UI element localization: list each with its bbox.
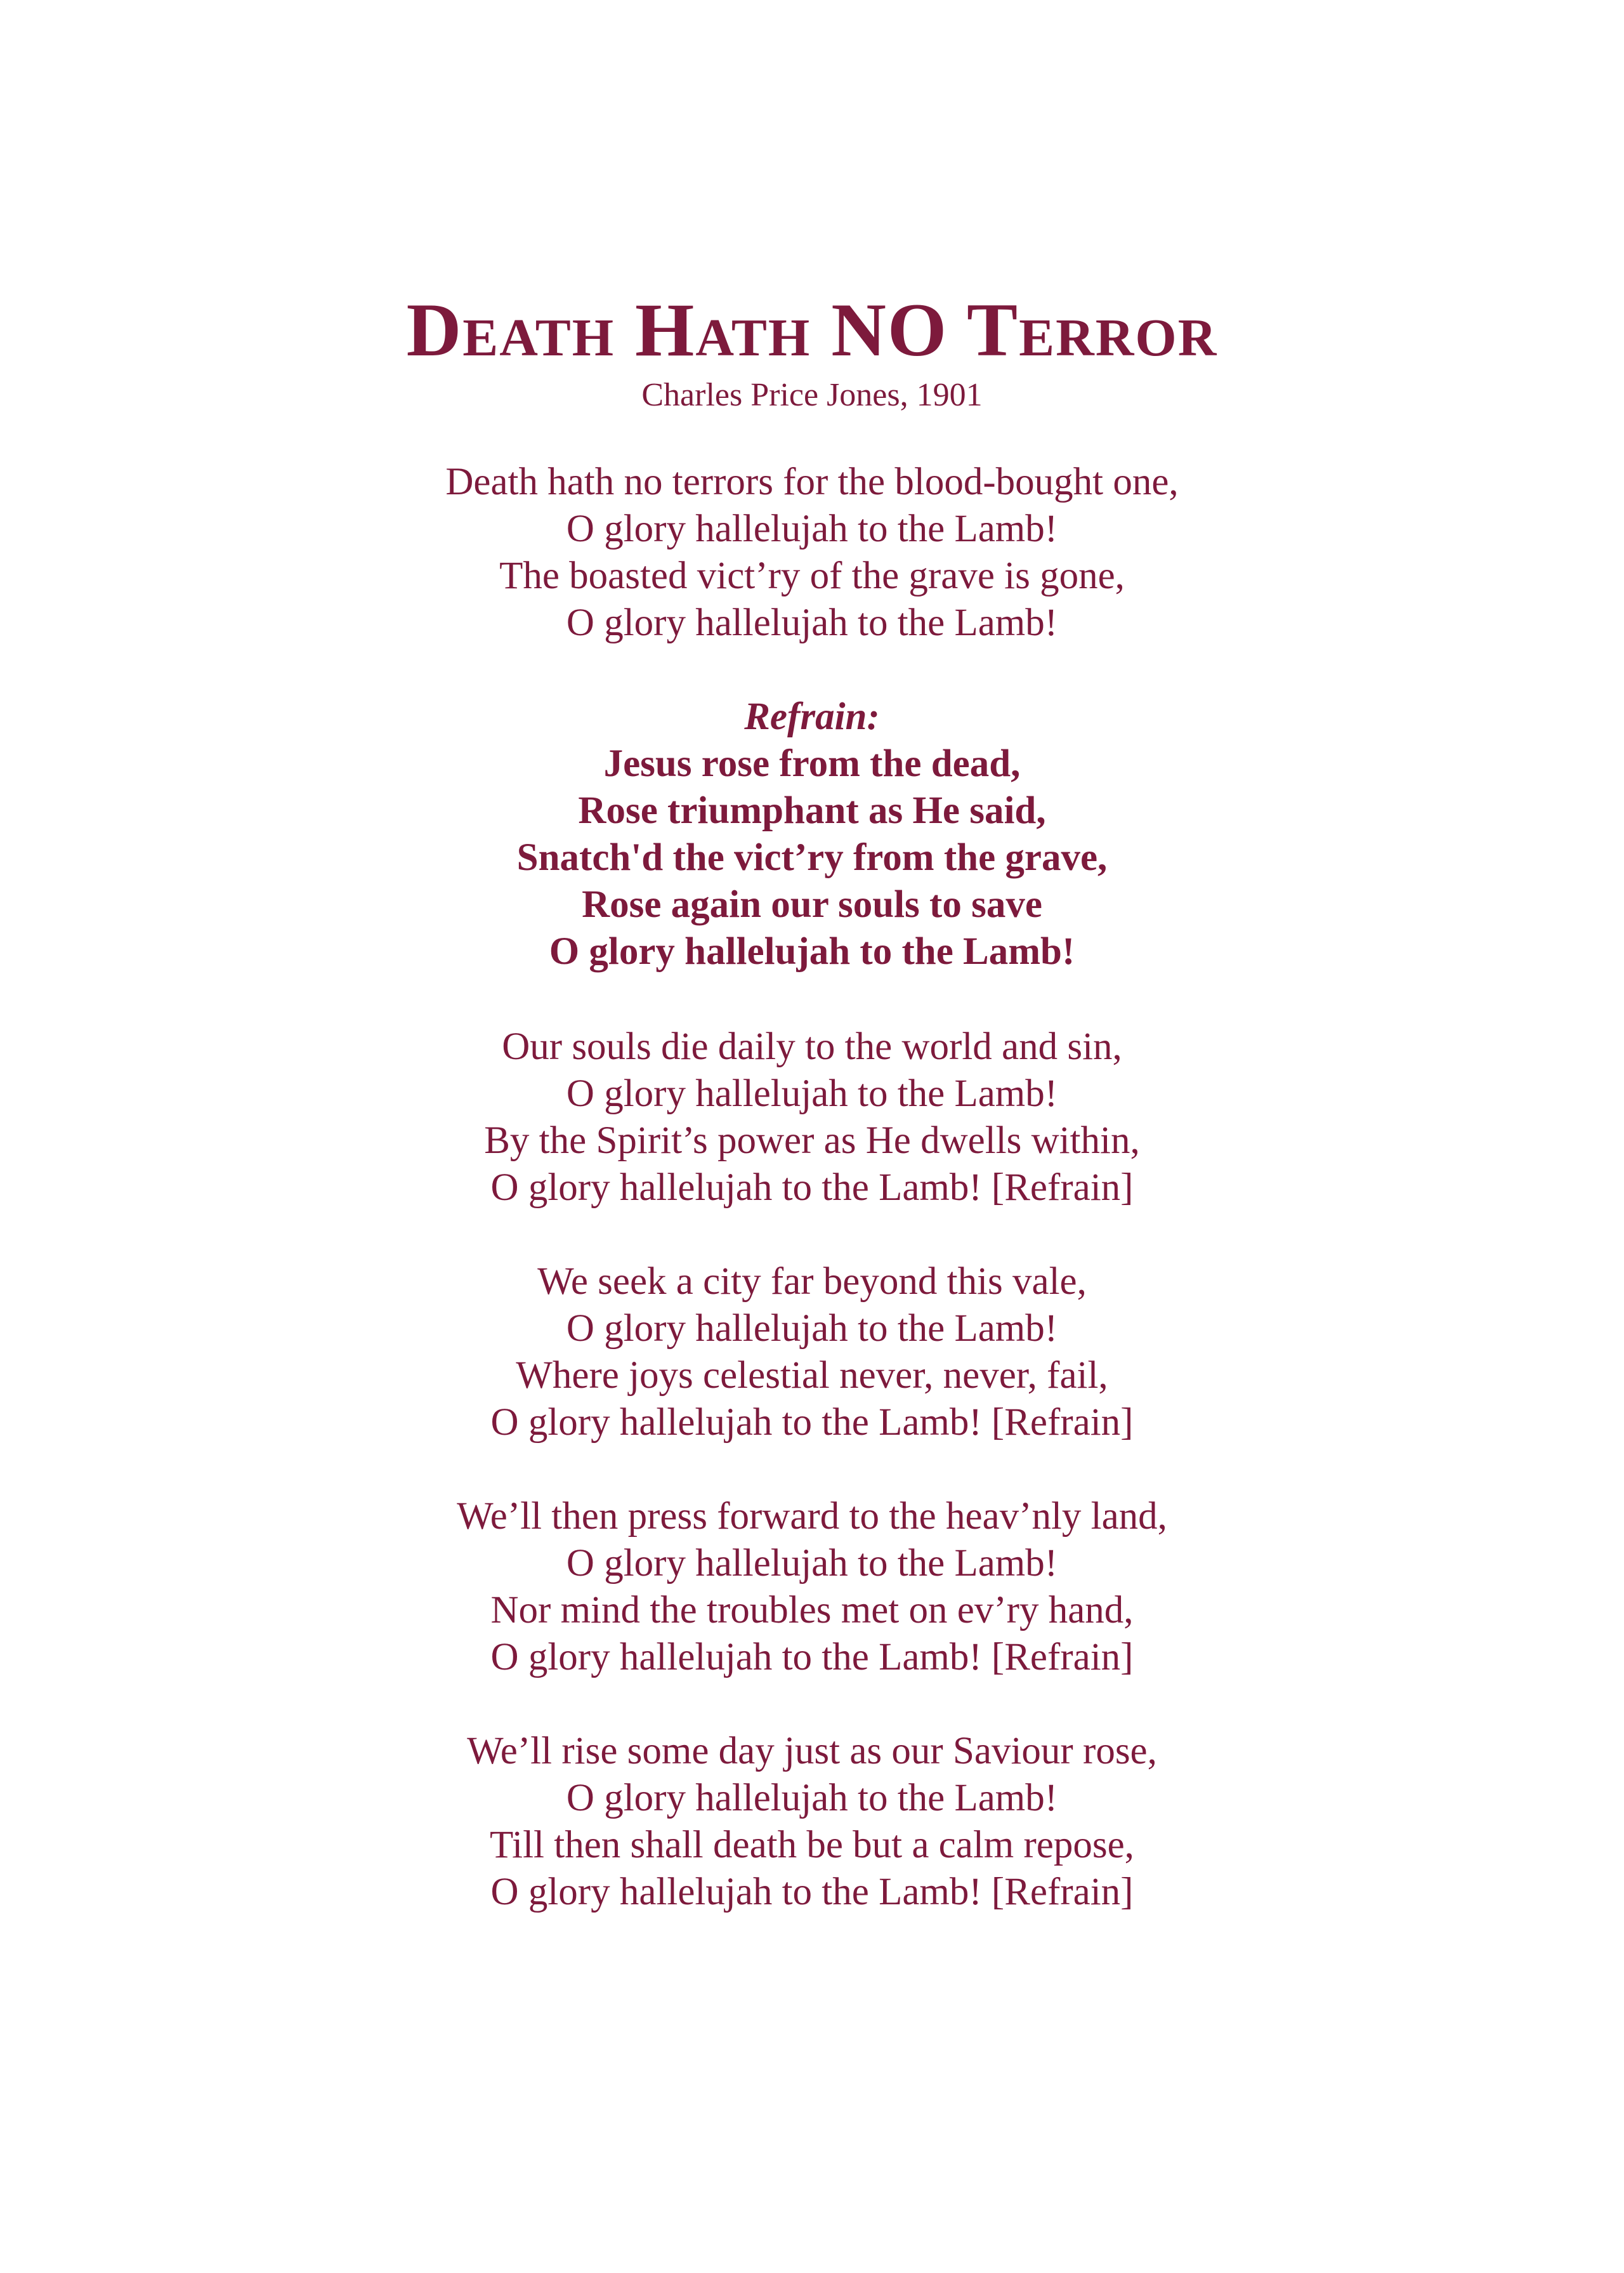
- verse-line: The boasted vict’ry of the grave is gone,: [499, 555, 1125, 597]
- verse-line: O glory hallelujah to the Lamb!: [566, 1777, 1058, 1819]
- verse-line: We seek a city far beyond this vale,: [537, 1260, 1087, 1303]
- verse-line: We’ll then press forward to the heav’nly land,: [457, 1495, 1167, 1538]
- refrain-line: Jesus rose from the dead,: [603, 742, 1021, 785]
- verse-line: O glory hallelujah to the Lamb!: [566, 1307, 1058, 1350]
- refrain-label: Refrain:: [744, 695, 880, 738]
- verse-1: [0, 459, 1624, 647]
- verse-line: O glory hallelujah to the Lamb!: [566, 1072, 1058, 1115]
- hymn-author: Charles Price Jones, 1901: [641, 377, 983, 413]
- title-block: [0, 286, 1624, 416]
- verse-line: O glory hallelujah to the Lamb!: [566, 508, 1058, 550]
- verse-line: Death hath no terrors for the blood-bought one,: [445, 461, 1179, 503]
- verse-line: O glory hallelujah to the Lamb! [Refrain]: [490, 1636, 1134, 1678]
- verse-line: Our souls die daily to the world and sin,: [502, 1025, 1122, 1068]
- refrain: [0, 694, 1624, 975]
- verse-line: O glory hallelujah to the Lamb! [Refrain]: [490, 1401, 1134, 1444]
- verse-line: By the Spirit’s power as He dwells within,: [484, 1119, 1140, 1162]
- verse-line: Nor mind the troubles met on ev’ry hand,: [490, 1589, 1134, 1631]
- verse-2: [0, 1024, 1624, 1211]
- verse-line: O glory hallelujah to the Lamb! [Refrain]: [490, 1871, 1134, 1913]
- refrain-line: Snatch'd the vict’ry from the grave,: [516, 836, 1108, 879]
- verse-3: [0, 1258, 1624, 1446]
- refrain-line: Rose triumphant as He said,: [578, 789, 1046, 832]
- refrain-line: O glory hallelujah to the Lamb!: [549, 930, 1075, 973]
- verse-line: Where joys celestial never, never, fail,: [516, 1354, 1108, 1397]
- verse-4: [0, 1493, 1624, 1681]
- verse-line: Till then shall death be but a calm repose,: [490, 1824, 1134, 1866]
- verse-5: [0, 1728, 1624, 1916]
- verse-line: O glory hallelujah to the Lamb!: [566, 1542, 1058, 1585]
- verse-line: We’ll rise some day just as our Saviour rose,: [467, 1730, 1157, 1772]
- verse-line: O glory hallelujah to the Lamb! [Refrain]: [490, 1166, 1134, 1209]
- verse-line: O glory hallelujah to the Lamb!: [566, 602, 1058, 644]
- refrain-line: Rose again our souls to save: [582, 883, 1042, 926]
- hymn-title: Death Hath NO Terror: [406, 287, 1218, 372]
